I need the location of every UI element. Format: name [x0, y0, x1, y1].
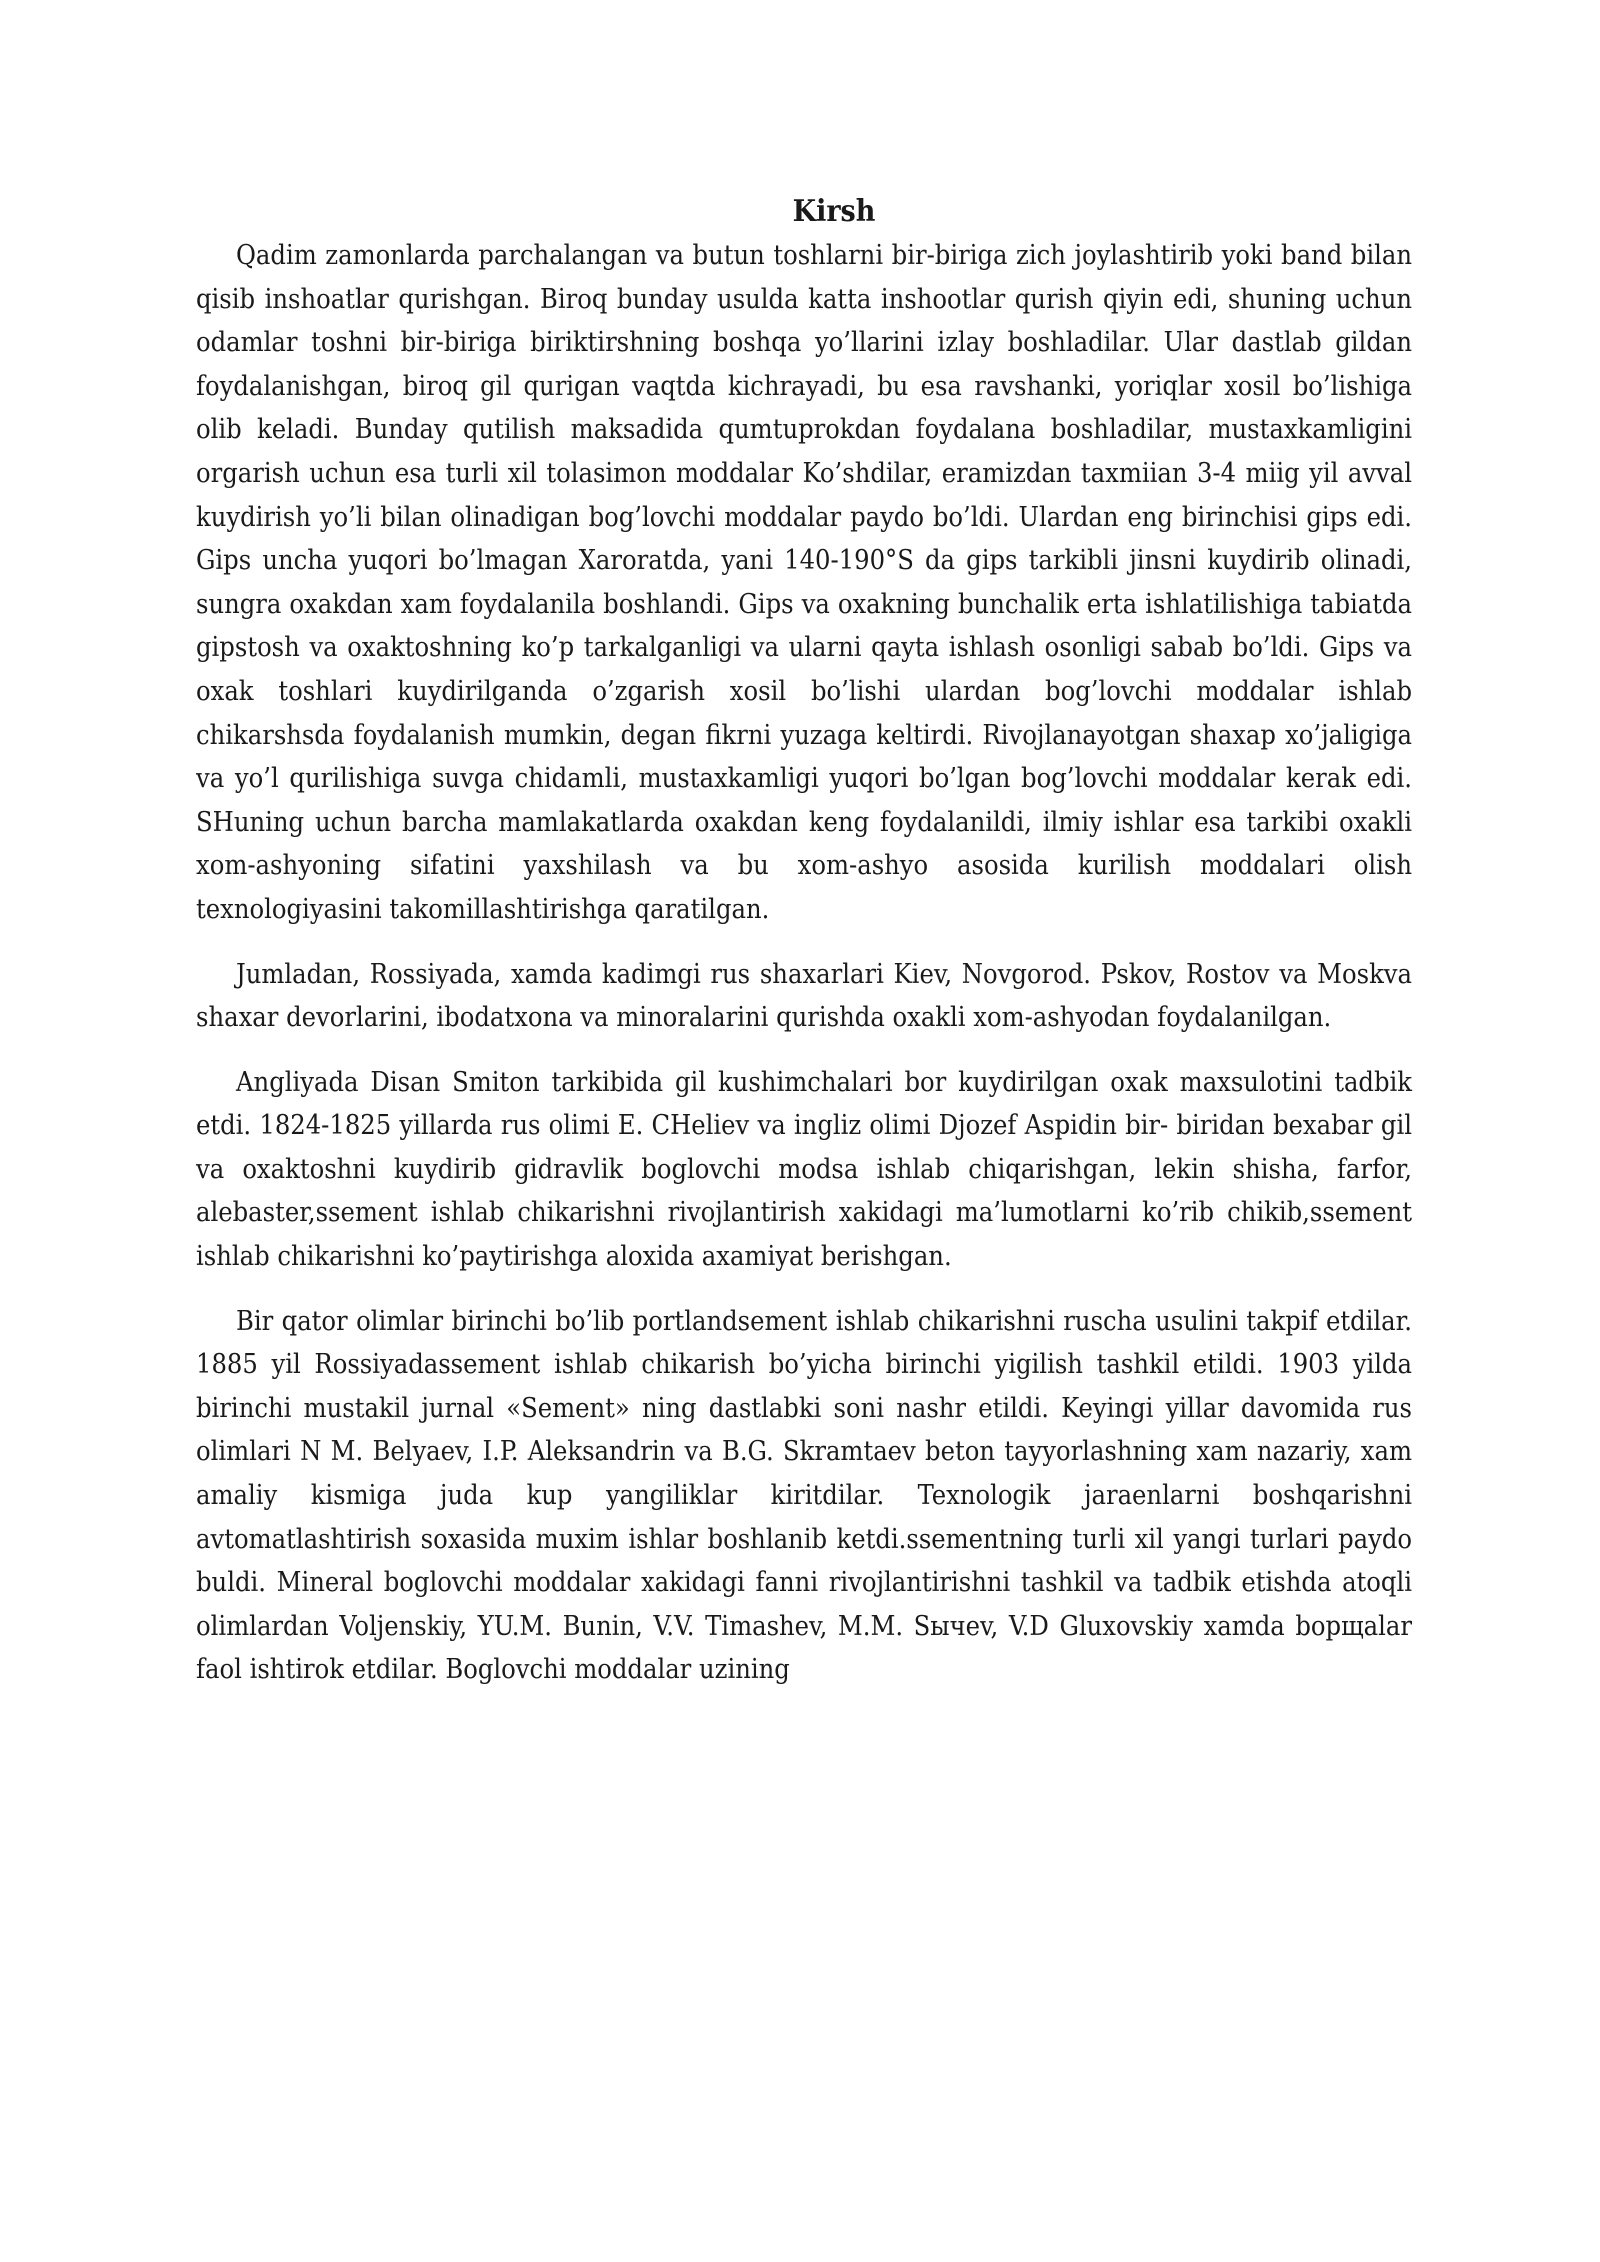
paragraph-1: Qadim zamonlarda parchalangan va butun toshlarni bir-biriga zich joylashtirib yoki band bilan qisib inshoatlar qurishgan. Biroq bunday usulda katta inshootlar qurish qiyin edi, shuning uchun odamlar toshni bir-biriga biriktirshning boshqa yo’llarini izlay boshladilar. Ular dastlab gildan foydalanishgan, biroq gil qurigan vaqtda kichrayadi, bu esa ravshanki, yoriqlar xosil bo’lishiga olib keladi. Bunday qutilish maksadida qumtuprokdan foydalana boshladilar, mustaxkamligini orgarish uchun esa turli xil tolasimon moddalar Ko’shdilar, eramizdan taxmiian 3-4 miig yil avval kuydirish yo’li bilan olinadigan bog’lovchi moddalar paydo bo’ldi. Ulardan eng birinchisi gips edi. Gips uncha yuqori bo’lmagan Xaroratda, yani 140-190°S da gips tarkibli jinsni kuydirib olinadi, sungra oxakdan xam foydalanila boshlandi. Gips va oxakning bunchalik erta ishlatilishiga tabiatda gipstosh va oxaktoshning ko’p tarkalganligi va ularni qayta ishlash osonligi sabab bo’ldi. Gips va oxak toshlari kuydirilganda o’zgarish xosil bo’lishi ulardan bog’lovchi moddalar ishlab chikarshsda foydalanish mumkin, degan fikrni yuzaga keltirdi. Rivojlanayotgan shaxap xo’jaligiga va yo’l qurilishiga suvga chidamli, mustaxkamligi yuqori bo’lgan bog’lovchi moddalar kerak edi. SHuning uchun barcha mamlakatlarda oxakdan keng foydalanildi, ilmiy ishlar esa tarkibi oxakli xom-ashyoning sifatini yaxshilash va bu xom-ashyo asosida kurilish moddalari olish texnologiyasini takomillashtirishga qaratilgan.	[196, 240, 1412, 925]
paragraph-2: Jumladan, Rossiyada, xamda kadimgi rus shaxarlari Kiev, Novgorod. Pskov, Rostov va Moskva shaxar devorlarini, ibodatxona va minoralarini qurishda oxakli xom-ashyodan foydalanilgan.	[196, 958, 1412, 1034]
page-title: Kirsh	[792, 194, 876, 229]
paragraph-3: Angliyada Disan Smiton tarkibida gil kushimchalari bor kuydirilgan oxak maxsulotini tadbik etdi. 1824-1825 yillarda rus olimi E. CHeliev va ingliz olimi Djozef Aspidin bir- biridan bexabar gil va oxaktoshni kuydirib gidravlik boglovchi modsa ishlab chiqarishgan, lekin shisha, farfor, alebaster,ssement ishlab chikarishni rivojlantirish xakidagi ma’lumotlarni ko’rib chikib,ssement ishlab chikarishni ko’paytirishga aloxida axamiyat berishgan.	[196, 1066, 1412, 1273]
paragraph-4: Bir qator olimlar birinchi bo’lib portlandsement ishlab chikarishni ruscha usulini takpif etdilar. 1885 yil Rossiyadassement ishlab chikarish bo’yicha birinchi yigilish tashkil etildi. 1903 yilda birinchi mustakil jurnal «Sement» ning dastlabki soni nashr etildi. Keyingi yillar davomida rus olimlari N M. Belyaev, I.P. Aleksandrin va B.G. Skramtaev beton tayyorlashning xam nazariy, xam amaliy kismiga juda kup yangiliklar kiritdilar. Texnologik jaraenlarni boshqarishni avtomatlashtirish soxasida muxim ishlar boshlanib ketdi.ssementning turli xil yangi turlari paydo buldi. Mineral boglovchi moddalar xakidagi fanni rivojlantirishni tashkil va tadbik etishda atoqli olimlardan Voljenskiy, YU.M. Bunin, V.V. Timashev, M.M. Sычev, V.D Gluxovskiy xamda bopщalar faol ishtirok etdilar. Boglovchi moddalar uzining	[196, 1305, 1412, 1686]
document-page	[196, 190, 1412, 1692]
